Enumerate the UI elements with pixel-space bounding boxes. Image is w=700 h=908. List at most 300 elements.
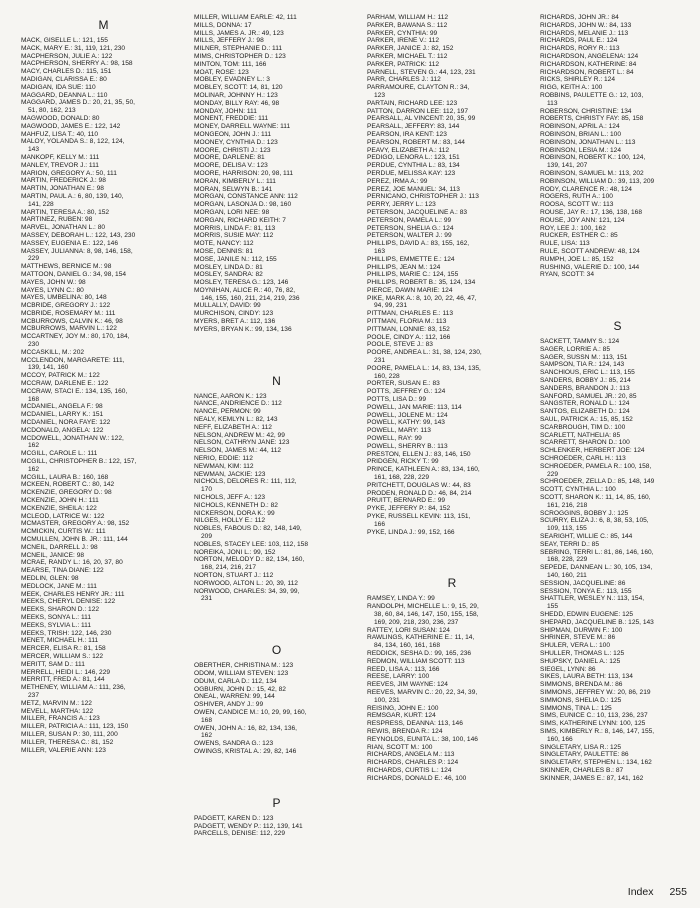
index-entry: RODY, CLARENCE R.: 48, 124 xyxy=(540,185,632,193)
index-entry: RICKS, SHIRLEY R.: 124 xyxy=(540,76,616,84)
index-entry: MERCER, WILLIAM S.: 122 xyxy=(21,652,104,660)
index-entry: PRINCE, KATHLEEN A.: 83, 134, 160, xyxy=(367,466,480,474)
index-entry: ROBINSON, BRIAN L.: 100 xyxy=(540,130,621,138)
index-entry: MARTIN, PAUL A.: 6, 80, 139, 140, xyxy=(21,192,124,200)
index-entry: PHILLIPS, EMMETTE E.: 124 xyxy=(367,255,455,263)
index-entry: MAYES, LYNN C.: 80 xyxy=(21,286,84,294)
section-letter: O xyxy=(271,643,282,658)
index-entry: MORGAN, RICHARD KEITH: 7 xyxy=(194,216,286,224)
index-entry: MILLS, DONNA: 17 xyxy=(194,21,252,29)
index-entry: ROBINSON, SAMUEL M.: 113, 202 xyxy=(540,169,644,177)
index-entry: MEEKS, SYLVIA L.: 111 xyxy=(21,621,92,629)
index-entry: ROBINSON, LESIA M.: 124 xyxy=(540,146,621,154)
index-entry: ROBINSON, WILLIAM D.: 39, 113, 209 xyxy=(540,177,655,185)
index-entry: MILLER, SUSAN P.: 30, 111, 200 xyxy=(21,730,118,738)
index-entry-continuation: 162 xyxy=(28,442,40,450)
index-entry: SAGER, LORRIE A.: 85 xyxy=(540,345,610,353)
index-entry: NEFF, ELIZABETH A.: 112 xyxy=(194,423,272,431)
index-entry-continuation: 94, 99, 231 xyxy=(374,302,407,310)
index-entry: MARVEL, JONATHAN L.: 80 xyxy=(21,224,106,232)
index-entry-continuation: 229 xyxy=(28,255,40,263)
index-entry: REWIS, BRENDA R.: 124 xyxy=(367,727,443,735)
index-entry: MCCOY, PATRICK M.: 122 xyxy=(21,372,100,380)
index-entry: PERDUE, MELISSA KAY: 123 xyxy=(367,169,456,177)
index-entry: METHENEY, WILLIAM A.: 111, 236, xyxy=(21,684,126,692)
index-entry: ONEAL, WARREN: 99, 144 xyxy=(194,693,275,701)
index-entry: MADIGAN, IDA SUE: 110 xyxy=(21,83,96,91)
index-entry: RIGG, KEITH A.: 100 xyxy=(540,84,603,92)
index-entry: PARKER, BAWANA S.: 112 xyxy=(367,21,448,29)
index-entry: PARRAMOURE, CLAYTON R.: 34, xyxy=(367,84,470,92)
index-entry: SINGLETARY, PAULETTE: 86 xyxy=(540,751,629,759)
index-entry: SEARIGHT, WILLIE C.: 85, 144 xyxy=(540,533,633,541)
index-entry: PEREZ, IRMA A.: 99 xyxy=(367,177,428,185)
index-entry: MERITT, SAM D.: 111 xyxy=(21,660,85,668)
index-entry: SAGER, SUSSN M.: 113, 151 xyxy=(540,353,628,361)
index-entry: POTTS, LISA D.: 99 xyxy=(367,396,426,404)
index-entry: MACK, GISELLE L.: 121, 155 xyxy=(21,37,108,44)
index-entry: MILLS, JAMES A. JR.: 49, 123 xyxy=(194,29,284,37)
index-entry: REESE, LARRY: 100 xyxy=(367,673,430,681)
index-entry: OBERTHER, CHRISTINA M.: 123 xyxy=(194,662,294,670)
index-entry: PEAVY, ELIZABETH A.: 112 xyxy=(367,146,450,154)
index-entry: SANTOS, ELIZABETH D.: 124 xyxy=(540,408,630,416)
index-entry-continuation: 169, 209, 218, 230, 236, 237 xyxy=(374,618,459,626)
index-entry: NORTON, MELODY D.: 82, 134, 160, xyxy=(194,556,305,564)
index-entry: PERNICANO, CHRISTOPHER J.: 113 xyxy=(367,193,479,201)
index-entry: PRESTON, ELLEN J.: 83, 146, 150 xyxy=(367,450,471,458)
index-entry: RANDOLPH, MICHELLE L.: 9, 15, 29, xyxy=(367,603,479,611)
index-entry: PETERSON, SHELIA G.: 124 xyxy=(367,224,454,232)
index-entry: PARKER, CYNTHIA: 99 xyxy=(367,29,438,37)
index-entry-continuation: 229 xyxy=(547,470,559,478)
index-entry: SANFORD, SAMUEL JR.: 20, 85 xyxy=(540,392,637,400)
index-entry-continuation: 141, 228 xyxy=(28,200,54,208)
index-entry: SINGLETARY, LISA R.: 125 xyxy=(540,743,621,751)
index-entry: PATTON, DARRON LEE: 112, 197 xyxy=(367,107,469,115)
index-entry: SHRINER, STEVE M.: 86 xyxy=(540,634,616,642)
index-entry: PYKE, LINDA J.: 99, 152, 166 xyxy=(367,528,455,536)
index-entry: MCDONALD, ANGELA: 122 xyxy=(21,426,104,434)
index-entry: MARTINEZ, RUBEN: 98 xyxy=(21,216,93,224)
index-entry: PHILLIPS, ROBERT B.: 35, 124, 134 xyxy=(367,279,476,287)
index-entry: PADGETT, KAREN D.: 123 xyxy=(194,814,274,822)
index-entry: NOREIKA, JONI L.: 99, 152 xyxy=(194,548,276,556)
index-entry: ROUSE, JAY R.: 17, 136, 138, 168 xyxy=(540,208,643,216)
index-entry: ROBERSON, CHRISTINE: 134 xyxy=(540,107,632,115)
index-entry-continuation: 231 xyxy=(374,357,386,365)
section-spacer xyxy=(367,536,537,572)
index-entry: MORRIS, SUSIE MAY: 112 xyxy=(194,232,274,240)
index-column-4 xyxy=(540,14,695,783)
index-entry: NICHOLS, JEFF A.: 123 xyxy=(194,494,266,502)
index-entry: NICHOLS, KENNETH D.: 82 xyxy=(194,501,278,509)
index-entry: SEAY, TERRI D.: 85 xyxy=(540,540,600,548)
index-entry: NORWOOD, ALTON L.: 20, 39, 112 xyxy=(194,579,298,587)
index-entry: MOBLEY, SCOTT: 14, 81, 120 xyxy=(194,84,283,92)
index-entry: ROUSE, JOY ANN: 121, 124 xyxy=(540,216,625,224)
index-entry: MOORE, DELISA V.: 123 xyxy=(194,162,268,170)
section-letter: N xyxy=(272,373,281,388)
index-entry-continuation: 162 xyxy=(28,465,40,473)
index-entry: SIMMONS, TINA L.: 125 xyxy=(540,704,612,712)
index-entry: MARTIN, JONATHAN E.: 98 xyxy=(21,185,104,193)
page-footer xyxy=(612,886,687,898)
index-entry: NELSON, ANDREW M.: 42, 99 xyxy=(194,431,285,439)
index-entry: PEARSON, ROBERT M.: 83, 144 xyxy=(367,138,465,146)
index-entry: PARHAM, WILLIAM H.: 112 xyxy=(367,14,449,21)
index-entry: PARKER, JANICE J.: 82, 152 xyxy=(367,45,454,53)
index-entry: SCARLETT, NATHELIA: 85 xyxy=(540,431,621,439)
index-entry: PYKE, RUSSELL KEVIN: 113, 151, xyxy=(367,513,471,520)
index-entry: MCMICKIN, CURTIS W.: 111 xyxy=(21,528,106,536)
section-letter: M xyxy=(98,18,109,32)
index-entry: MERRELL, HEIDI L.: 146, 229 xyxy=(21,668,111,676)
index-entry: NORTON, STUART J.: 112 xyxy=(194,572,274,579)
index-entry: PITTMAN, FLORIA M.: 113 xyxy=(367,318,447,326)
index-entry: MENET, MICHAEL H.: 111 xyxy=(21,637,99,645)
index-entry: PARKER, IRENE V.: 112 xyxy=(367,37,440,45)
section-letter: S xyxy=(613,319,622,334)
index-entry: MERRITT, FRED A.: 81, 144 xyxy=(21,676,105,684)
index-entry: MOAT, ROSE: 123 xyxy=(194,68,249,76)
index-entry: MYERS, BRET A.: 112, 136 xyxy=(194,318,276,326)
index-column-3 xyxy=(367,14,537,783)
index-entry: MOORE, HARRISON: 20, 98, 111 xyxy=(194,169,294,177)
index-entry-continuation: 146, 155, 160, 211, 214, 219, 236 xyxy=(201,294,300,302)
index-entry: NANCE, AARON K.: 123 xyxy=(194,392,267,400)
index-entry: PHILLIPS, DAVID A.: 83, 155, 162, xyxy=(367,240,470,248)
index-entry: MATTHEWS, BERNICE M.: 98 xyxy=(21,263,112,271)
index-entry: POTTS, JEFFREY G.: 124 xyxy=(367,388,446,396)
index-entry: RICHARDS, CHARLES P.: 124 xyxy=(367,759,459,767)
index-entry: MCDANIEL, ANGELA F.: 98 xyxy=(21,403,103,411)
index-entry: POORE, ANDREA L.: 31, 38, 124, 230, xyxy=(367,349,482,357)
index-entry-continuation: 162 xyxy=(201,732,213,740)
index-entry: RICHARDSON, KATHERINE: 84 xyxy=(540,60,637,68)
index-entry: MILLER, PATRICIA A.: 111, 123, 150 xyxy=(21,723,129,731)
index-entry: POWELL, JOLENE M.: 124 xyxy=(367,411,448,419)
index-entry: PERRY, JERRY L.: 123 xyxy=(367,201,436,209)
index-entry: MAGWOOD, JAMES E.: 122, 142 xyxy=(21,122,121,130)
index-entry: SCOTT, CYNTHIA L.: 100 xyxy=(540,486,616,494)
index-entry: OWENS, SANDRA G.: 123 xyxy=(194,740,274,748)
index-entry: NOBLES, FABOUS D.: 82, 148, 149, xyxy=(194,525,302,533)
index-entry: REDMON, WILLIAM SCOTT: 113 xyxy=(367,657,465,665)
index-entry: PITTMAN, CHARLES E.: 113 xyxy=(367,310,453,318)
index-entry: POOLE, STEVE J.: 83 xyxy=(367,341,433,349)
index-entry: PARTAIN, RICHARD LEE: 123 xyxy=(367,99,458,107)
index-entry: NERIO, EDDIE: 112 xyxy=(194,455,253,463)
section-spacer xyxy=(194,334,359,370)
index-entry: RUCKER, ESTHER C.: 85 xyxy=(540,232,618,240)
index-entry: MCMASTER, GREGORY A.: 98, 152 xyxy=(21,520,130,528)
index-entry: MILLER, THERESA C.: 81, 152 xyxy=(21,738,114,746)
index-entry: MAHFUZ, LISA T.: 40, 110 xyxy=(21,130,99,138)
index-entry-continuation: 140, 160, 211 xyxy=(547,572,587,579)
index-entry: NOBLES, STACEY LEE: 103, 112, 158 xyxy=(194,540,308,548)
index-entry-continuation: 84, 134, 160, 161, 168 xyxy=(374,642,440,650)
index-entry: REEVES, JIM WAYNE: 124 xyxy=(367,681,448,689)
index-entry: SIEGEL, LYNN: 86 xyxy=(540,665,596,673)
index-entry: MYERS, BRYAN K.: 99, 134, 136 xyxy=(194,325,292,333)
index-entry: PEARSON, IRA KENT: 123 xyxy=(367,130,447,138)
index-entry: MARION, GREGORY A.: 50, 111 xyxy=(21,169,117,177)
index-entry: MCCARTNEY, JOY M.: 80, 170, 184, xyxy=(21,333,130,341)
index-entry: SACKETT, TAMMY S.: 124 xyxy=(540,338,620,346)
index-entry: MORAN, KIMBERLY L.: 111 xyxy=(194,177,276,185)
index-entry: ROOSA, SCOTT W.: 113 xyxy=(540,201,614,209)
index-entry: MACPHERSON, JULIE A.: 122 xyxy=(21,52,113,60)
index-entry: MAGGARD, DEANNA L.: 110 xyxy=(21,91,108,99)
index-entry: MASSEY, JULIANNA: 8, 98, 146, 158, xyxy=(21,247,133,255)
index-entry: MOSE, DENNIS: 81 xyxy=(194,247,253,255)
index-entry: RAWLINGS, KATHERINE E.: 11, 14, xyxy=(367,634,475,642)
section-letter: R xyxy=(447,576,457,591)
index-entry: SIKES, LAURA BETH: 113, 134 xyxy=(540,673,633,681)
index-entry: SIMS, EUNICE C.: 10, 113, 236, 237 xyxy=(540,712,648,720)
index-entry: PORTER, SUSAN E.: 83 xyxy=(367,380,440,388)
index-entry: NELSON, JAMES M.: 44, 112 xyxy=(194,447,282,455)
index-entry: MAYES, UMBELINA: 80, 148 xyxy=(21,294,107,302)
index-entry: NORWOOD, CHARLES: 34, 39, 99, xyxy=(194,587,300,595)
index-entry: PEREZ, JOE MANUEL: 34, 113 xyxy=(367,185,460,193)
index-entry: PEARSALL, JEFFERY: 83, 144 xyxy=(367,123,460,131)
index-entry: NICHOLS, DELORES R.: 111, 112, xyxy=(194,478,297,486)
index-entry: SIMS, KIMBERLY R.: 8, 146, 147, 155, xyxy=(540,727,655,735)
index-entry: REMSGAR, KURT: 124 xyxy=(367,712,436,720)
index-entry: MOSLEY, SANDRA: 82 xyxy=(194,271,263,279)
index-entry: PIERCE, DAWN MARIE: 124 xyxy=(367,286,453,294)
index-entry: ROBBINS, PAULETTE G.: 12, 103, xyxy=(540,91,644,99)
index-entry: SCHROEDER, PAMELA R.: 100, 158, xyxy=(540,462,652,470)
index-entry: ROGERS, RUTH A.: 100 xyxy=(540,193,613,201)
footer-label: Index xyxy=(627,886,654,898)
index-entry: PARKER, MICHAEL T.: 112 xyxy=(367,52,448,60)
index-entry: PHILLIPS, JEAN M.: 124 xyxy=(367,263,441,271)
index-entry: MAGWOOD, DONALD: 80 xyxy=(21,114,100,122)
index-entry: SCROGGINS, BOBBY J.: 125 xyxy=(540,509,629,517)
index-entry: SANDERS, BOBBY J.: 85, 214 xyxy=(540,377,631,385)
index-entry: SHATTLER, WESLEY N.: 113, 154, xyxy=(540,595,645,603)
index-entry: MCCASKILL, M.: 202 xyxy=(21,348,85,356)
index-entry: REEVES, MARVIN C.: 20, 22, 34, 39, xyxy=(367,688,478,696)
index-entry: SESSION, JACQUELINE: 86 xyxy=(540,579,626,587)
index-entry: MEDLIN, GLEN: 98 xyxy=(21,574,79,582)
index-entry-continuation: 230 xyxy=(28,341,40,349)
index-entry: PRODEN, RONALD D.: 46, 84, 214 xyxy=(367,489,472,497)
index-entry: MARTIN, TERESA A.: 80, 152 xyxy=(21,208,110,216)
index-entry: RICHARDSON, ROBERT L.: 84 xyxy=(540,68,634,76)
index-entry: MCKENZIE, SHEILA: 122 xyxy=(21,504,97,512)
index-entry: POWELL, JAN MARIE: 113, 114 xyxy=(367,403,462,411)
index-entry: PARNELL, STEVEN G.: 44, 123, 231 xyxy=(367,68,476,76)
index-entry: MEARSE, TINA DIANE: 122 xyxy=(21,567,104,575)
index-entry: SCHROEDER, CARL H.: 113 xyxy=(540,455,626,463)
index-entry: REDDICK, SESHA D.: 99, 165, 236 xyxy=(367,649,472,657)
index-entry: MOLINAR, JOHNNY H.: 123 xyxy=(194,91,278,99)
index-entry: MASSEY, EUGENIA E.: 122, 146 xyxy=(21,239,119,247)
index-entry: SANCHIOUS, ERIC L.: 113, 155 xyxy=(540,369,635,377)
index-entry: MORGAN, LORI NEE: 98 xyxy=(194,208,270,216)
index-entry: MEEKS, SONYA L.: 111 xyxy=(21,613,91,621)
index-entry: NICKERSON, DORA K.: 99 xyxy=(194,509,275,517)
index-entry: SCHROEDER, ZELLA D.: 85, 148, 149 xyxy=(540,478,655,486)
index-entry: MAYES, JOHN W.: 98 xyxy=(21,278,86,286)
index-entry: RICHARDS, MELANIE J.: 113 xyxy=(540,29,629,37)
index-entry: MANLEY, TREVOR J.: 111 xyxy=(21,161,99,169)
index-entry: MORGAN, CONSTANCE ANN: 112 xyxy=(194,193,298,201)
index-entry: NILGES, HOLLY E.: 112 xyxy=(194,517,266,525)
index-entry: RICHARDS, RORY R.: 113 xyxy=(540,45,620,53)
index-entry: PITTMAN, LONNIE: 83, 152 xyxy=(367,325,450,333)
index-entry: MCDANIEL, LARRY K.: 151 xyxy=(21,411,104,419)
index-entry: MCBURROWS, MARVIN L.: 122 xyxy=(21,325,117,333)
index-entry: MOBLEY, EVADNEY L.: 3 xyxy=(194,76,270,84)
index-column-2 xyxy=(194,14,359,838)
index-entry: ROY, LEE J.: 100, 162 xyxy=(540,224,606,232)
index-entry: MCGILL, CAROLE L.: 111 xyxy=(21,450,98,458)
index-entry-continuation: 231 xyxy=(201,595,213,603)
index-entry: MCLEOD, LATRICE W.: 122 xyxy=(21,512,105,520)
index-entry: SHULLER, THOMAS L.: 125 xyxy=(540,649,625,657)
index-entry: MADIGAN, CLARISSA E.: 80 xyxy=(21,75,107,83)
page-number: 255 xyxy=(669,886,687,898)
index-entry-continuation: 155 xyxy=(547,603,559,611)
index-entry: MATTOON, DANIEL G.: 34, 98, 154 xyxy=(21,270,127,278)
index-entry: POWELL, KATHY: 99, 143 xyxy=(367,419,445,427)
index-entry: OWEN, JOHN A.: 16, 82, 134, 136, xyxy=(194,724,297,732)
index-entry: MORRIS, LINDA F.: 81, 113 xyxy=(194,224,276,232)
index-entry: PRUITT, BERNARD E.: 99 xyxy=(367,497,446,505)
index-entry: PARCELLS, DENISE: 112, 229 xyxy=(194,830,286,838)
index-entry-continuation: 163 xyxy=(374,247,386,255)
index-entry: MAGGARD, JAMES D.: 20, 21, 35, 50, xyxy=(21,99,135,107)
index-entry: RUSHING, VALERIE D.: 100, 144 xyxy=(540,263,640,271)
index-entry: RICHARDS, CURTIS L.: 124 xyxy=(367,766,452,774)
index-entry: MCBURROWS, CALVIN K.: 46, 98 xyxy=(21,317,123,325)
index-entry: SCARBROUGH, TIM D.: 100 xyxy=(540,423,626,431)
index-entry-continuation: 109, 113, 155 xyxy=(547,525,587,533)
index-entry: MONENT, FREDDIE: 111 xyxy=(194,115,269,123)
section-letter: P xyxy=(272,795,281,810)
index-entry: MEEKS, TRISH: 122, 146, 230 xyxy=(21,629,112,637)
index-entry: RICHARDS, DONALD E.: 46, 100 xyxy=(367,774,467,782)
index-entry: OSHIVER, ANDY J.: 99 xyxy=(194,701,264,709)
index-entry: MCBRIDE, GREGORY J.: 122 xyxy=(21,302,111,310)
index-entry: SAUL, PATRICK A.: 15, 85, 152 xyxy=(540,416,633,424)
index-entry-continuation: 166 xyxy=(374,520,386,528)
index-entry: SINGLETARY, STEPHEN L.: 134, 162 xyxy=(540,759,652,767)
index-entry: MACPHERSON, SHERRY A.: 98, 158 xyxy=(21,60,133,68)
index-entry: SCHLENKER, HERBERT JOE: 124 xyxy=(540,447,645,455)
index-entry: MORAN, SELWYN B.: 141 xyxy=(194,185,273,193)
index-entry: POWELL, SHERRY B.: 113 xyxy=(367,442,448,450)
index-entry: RATTEY, LORI SUSAN: 124 xyxy=(367,626,450,634)
index-entry-continuation: 100, 231 xyxy=(374,696,400,704)
index-entry: MONDAY, BILLY RAY: 46, 98 xyxy=(194,99,280,107)
section-spacer xyxy=(540,279,695,315)
index-entry: POOLE, CINDY A.: 112, 166 xyxy=(367,333,451,341)
index-entry: OWEN, CANDICE M.: 10, 29, 99, 160, xyxy=(194,708,307,716)
index-entry: METZ, MARVIN M.: 122 xyxy=(21,699,92,707)
index-entry: MARTIN, FREDERICK J.: 98 xyxy=(21,177,106,185)
index-entry-continuation: 160, 166 xyxy=(547,735,573,743)
index-entry: SIMS, KATHERINE LYNN: 100, 125 xyxy=(540,720,646,728)
index-entry: REISING, JOHN E.: 100 xyxy=(367,704,439,712)
index-entry: RAMSEY, LINDA Y.: 99 xyxy=(367,595,435,603)
index-entry: MULLALLY, DAVID: 99 xyxy=(194,302,261,310)
index-entry: SHEDD, EDWIN EUGENE: 125 xyxy=(540,610,634,618)
index-entry: PETERSON, PAMELA L.: 99 xyxy=(367,216,452,224)
index-entry: SKINNER, JAMES E.: 87, 141, 162 xyxy=(540,774,644,782)
index-entry: MCKENZIE, JOHN H.: 111 xyxy=(21,497,99,505)
index-entry-continuation: 168 xyxy=(201,716,213,724)
index-entry: MALOY, YOLANDA S.: 8, 122, 124, xyxy=(21,138,125,146)
index-entry: RULE, SCOTT ANDREW: 48, 124 xyxy=(540,247,640,255)
index-entry: SEPEDE, DANNEAN L.: 30, 105, 134, xyxy=(540,564,653,572)
index-entry: SCARRETT, SHARON D.: 100 xyxy=(540,439,630,447)
index-entry: RUMPH, JOE L.: 85, 152 xyxy=(540,255,614,263)
index-entry: RICHARDS, PAUL E.: 124 xyxy=(540,37,618,45)
index-entry: RICHARDSON, ANGELENA: 124 xyxy=(540,52,639,60)
index-entry: SIMMONS, JEFFREY W.: 20, 86, 219 xyxy=(540,688,651,696)
index-entry: MILLS, JEFFERY J.: 98 xyxy=(194,37,264,45)
index-entry: SANGSTER, RONALD L.: 124 xyxy=(540,400,630,408)
index-entry: MACY, CHARLES D.: 115, 151 xyxy=(21,68,112,76)
index-entry: MILLER, WILLIAM EARLE: 42, 111 xyxy=(194,14,297,21)
index-entry: PIKE, MARK A.: 8, 10, 20, 22, 46, 47, xyxy=(367,294,477,302)
index-entry: MOTE, NANCY: 112 xyxy=(194,240,254,248)
index-entry: SCURRY, ELIZA J.: 6, 8, 38, 53, 105, xyxy=(540,517,649,525)
index-entry-continuation: 168, 214, 216, 217 xyxy=(201,564,256,572)
index-entry: MOORE, DARLENE: 81 xyxy=(194,154,265,162)
index-entry: POORE, PAMELA L.: 14, 83, 134, 135, xyxy=(367,364,481,372)
index-entry-continuation: 161, 168, 228, 229 xyxy=(374,474,429,482)
index-entry: MCGILL, LAURA B.: 160, 168 xyxy=(21,473,109,481)
index-entry: SIMMONS, BRENDA M.: 86 xyxy=(540,681,623,689)
index-entry: RIAN, SCOTT M.: 100 xyxy=(367,743,433,751)
index-entry: MIMS, CHRISTOPHER D.: 123 xyxy=(194,52,286,60)
index-entry: ROBINSON, JONATHAN L.: 113 xyxy=(540,138,636,146)
index-entry: MEDLOCK, JANE M.: 111 xyxy=(21,582,97,590)
index-entry: PEARSALL, AL VINCENT: 20, 35, 99 xyxy=(367,115,476,123)
index-entry: PERDUE, CYNTHIA L.: 83, 134 xyxy=(367,162,460,170)
index-entry: ODOM, WILLIAM STEVEN: 123 xyxy=(194,669,289,677)
index-entry: MOSLEY, TERESA G.: 123, 146 xyxy=(194,279,289,287)
index-entry: MCNEIL, DARRELL J.: 98 xyxy=(21,543,98,551)
index-entry: PARKER, PATRICK: 112 xyxy=(367,60,440,68)
index-entry: MCCLENDON, MARGARETE: 111, xyxy=(21,356,125,364)
index-entry: NELSON, CATHRYN JANE: 123 xyxy=(194,439,290,447)
index-entry: MOYNIHAN, ALICE R.: 40, 76, 82, xyxy=(194,286,296,294)
index-entry-continuation: 168, 228, 229 xyxy=(547,556,588,564)
index-entry: ODUM, CARLA D.: 112, 134 xyxy=(194,677,277,685)
index-entry-continuation: 170 xyxy=(201,486,213,494)
index-entry: RICHARDS, JOHN W.: 84, 133 xyxy=(540,21,632,29)
index-entry: PRIDGEN, RICKY T.: 99 xyxy=(367,458,439,466)
index-entry: MCDOWELL, JONATHAN W.: 122, xyxy=(21,434,124,442)
index-entry: MEEKS, SHARON D.: 122 xyxy=(21,606,100,614)
index-entry: MCGILL, CHRISTOPHER B.: 122, 157, xyxy=(21,458,137,466)
index-entry: MINTON, TOM: 111, 166 xyxy=(194,60,267,68)
index-entry-continuation: 123 xyxy=(374,91,386,99)
index-entry: MCKENZIE, GREGORY D.: 98 xyxy=(21,489,112,497)
index-entry: NANCE, ANDRIENCE D.: 112 xyxy=(194,400,282,408)
index-entry: NEALY, KEMLYN L.: 82, 143 xyxy=(194,416,278,424)
index-entry: MCDANIEL, NORA FAYE: 122 xyxy=(21,419,111,427)
index-entry: MILLER, FRANCIS A.: 123 xyxy=(21,715,100,723)
